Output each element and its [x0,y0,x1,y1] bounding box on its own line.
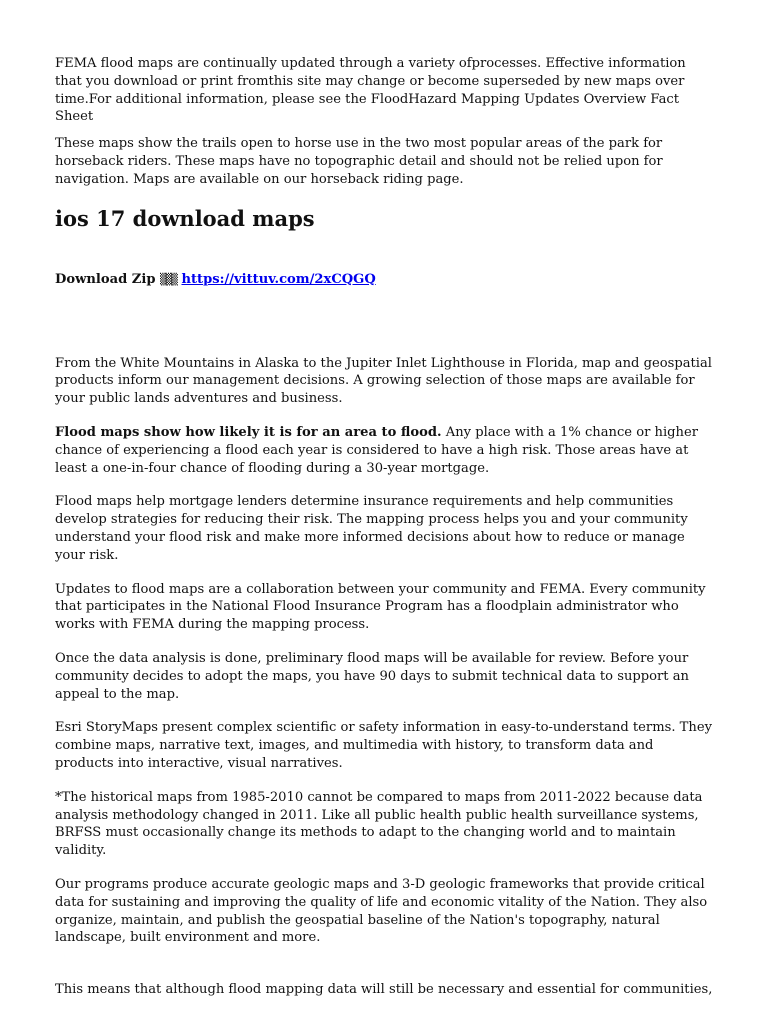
paragraph-historical: *The historical maps from 1985-2010 cannot be compared to maps from 2011-2022 because data analysis methodology changed in 2011. Like all public health public health surveillance systems, BRFSS must occasionally change its methods to adapt to the changing world and to maintain validity. [55,789,703,859]
paragraph-mortgage: Flood maps help mortgage lenders determine insurance requirements and help communities develop strategies for reducing their risk. The mapping process helps you and your community understand your flood risk and make more informed decisions about how to reduce or manage your risk. [55,494,688,563]
intro-paragraph-fema: FEMA flood maps are continually updated through a variety ofprocesses. Effective information that you download or print fromthis site may change or become superseded by new maps over time.For additional information, please see the FloodHazard Mapping Updates Overview Fact Sheet [55,56,686,125]
paragraph-analysis: Once the data analysis is done, preliminary flood maps will be available for review. Before your community decides to adopt the maps, you have 90 days to submit technical data to support an appeal to the map. [55,650,689,702]
arrows-icon: ▒▒▒ [160,272,177,286]
page-title: ios 17 download maps [55,205,315,231]
document-page [55,55,715,999]
paragraph-flood-rest: Any place with a 1% chance or higher chance of experiencing a flood each year is considered to have a high risk. Those areas have at least a one-in-four chance of flooding during a 30-year mortgage. [55,424,698,476]
paragraph-flood-bold: Flood maps show how likely it is for an area to flood. [55,424,442,440]
paragraph-esri: Esri StoryMaps present complex scientific or safety information in easy-to-understand terms. They combine maps, narrative text, images, and multimedia with history, to transform data and products into interactive, visual narratives. [55,720,712,771]
paragraph-updates: Updates to flood maps are a collaboration between your community and FEMA. Every community that participates in the National Flood Insurance Program has a floodplain administrator who works with FEMA during the mapping process. [55,581,706,633]
download-link[interactable]: https://vittuv.com/2xCQGQ [181,271,376,287]
download-line [55,271,715,289]
intro-paragraph-horse: These maps show the trails open to horse use in the two most popular areas of the park for horseback riders. These maps have no topographic detail and should not be relied upon for navigation. Maps are available on our horseback riding page. [55,136,663,187]
paragraph-programs: Our programs produce accurate geologic maps and 3-D geologic frameworks that provide critical data for sustaining and improving the quality of life and economic vitality of the Nation. They also organize, maintain, and publish the geospatial baseline of the Nation's topography, natural landscape, built environment and more. [55,876,708,946]
paragraph-means: This means that although flood mapping data will still be necessary and essential for communities, [55,982,713,998]
paragraph-white-mountains: From the White Mountains in Alaska to the Jupiter Inlet Lighthouse in Florida, map and geospatial products inform our management decisions. A growing selection of those maps are available for your public lands adventures and business. [55,355,712,407]
download-label: Download Zip [55,271,156,287]
paragraph-flood-maps [55,424,715,477]
